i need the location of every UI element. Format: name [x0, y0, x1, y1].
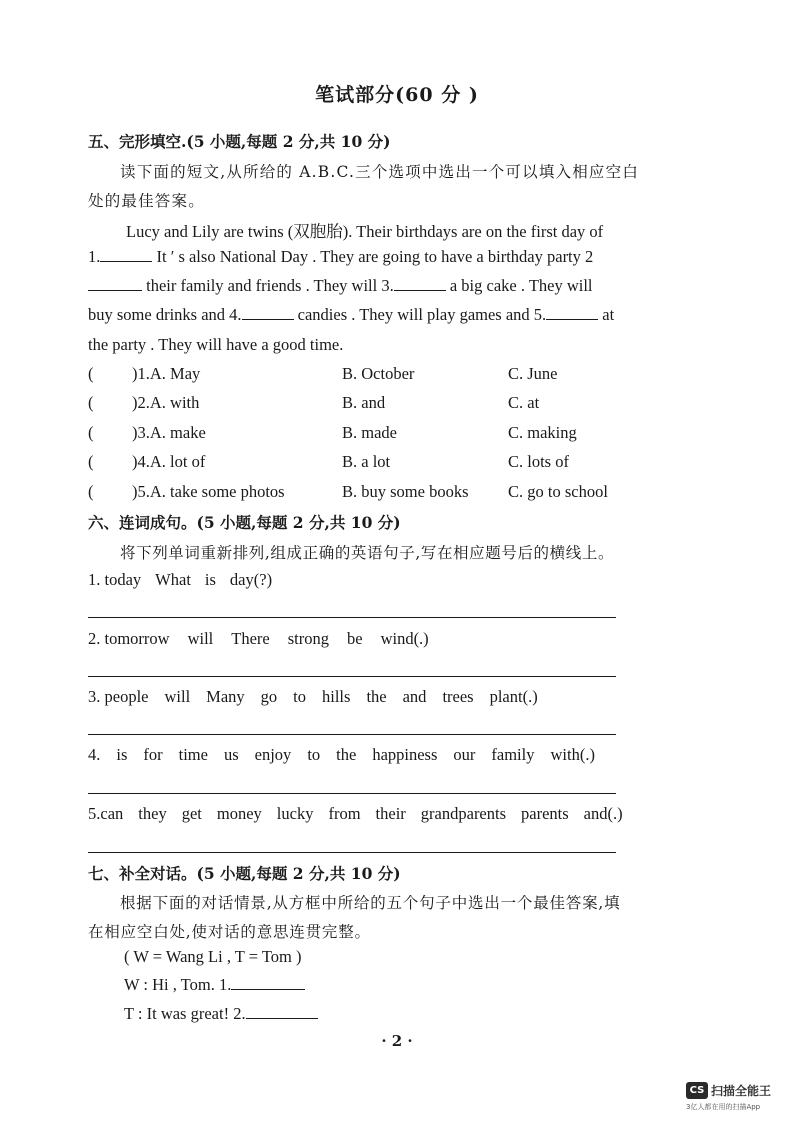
passage-line-4 [88, 305, 614, 325]
blank-4[interactable] [242, 305, 294, 320]
dialogue-text: W : Hi , Tom. 1. [124, 975, 232, 994]
dialogue-blank-1[interactable] [231, 975, 305, 990]
option-c: C. June [508, 364, 558, 383]
answer-paren[interactable]: ( [88, 393, 94, 412]
answer-paren[interactable]: ( [88, 482, 94, 501]
word: There [231, 629, 270, 648]
word: lucky [276, 804, 314, 823]
word: 3. people [88, 687, 149, 706]
word: 2. tomorrow [88, 629, 170, 648]
passage-text: 1. [88, 247, 101, 266]
word: money [216, 804, 262, 823]
reorder-item-4 [88, 745, 595, 765]
word: their [375, 804, 406, 823]
answer-paren[interactable]: ( [88, 452, 94, 471]
answer-line-3[interactable] [88, 734, 616, 735]
word: wind(.) [380, 629, 429, 648]
word: is [116, 745, 128, 764]
reorder-item-2 [88, 629, 429, 649]
word: 5.can [88, 804, 124, 823]
option-b: B. and [342, 393, 386, 412]
blank-3[interactable] [394, 276, 446, 291]
word: strong [287, 629, 329, 648]
word: time [178, 745, 208, 764]
dialogue-blank-2[interactable] [246, 1004, 318, 1019]
word: What [155, 570, 191, 589]
word: Many [206, 687, 245, 706]
word: plant(.) [489, 687, 538, 706]
word: with(.) [550, 745, 595, 764]
word: 4. [88, 745, 101, 764]
option-b: B. made [342, 423, 397, 442]
answer-line-5[interactable] [88, 852, 616, 853]
passage-text: at [598, 305, 615, 324]
word: enjoy [254, 745, 292, 764]
answer-line-1[interactable] [88, 617, 616, 618]
option-b: B. a lot [342, 452, 391, 471]
passage-line-1: Lucy and Lily are twins (双胞胎). Their birthdays are on the first day of [126, 222, 604, 241]
passage-text: candies . They will play games and 5. [293, 305, 547, 324]
option-c: C. at [508, 393, 540, 412]
section5-heading: 五、完形填空.(5 小题,每题 2 分,共 10 分) [88, 132, 391, 151]
word: the [336, 745, 357, 764]
word: parents [521, 804, 569, 823]
word: hills [322, 687, 351, 706]
scanner-name: 扫描全能王 [711, 1084, 772, 1098]
passage-text: It ′ s also National Day . They are going to have a birthday party 2 [152, 247, 594, 266]
scanner-tagline: 3亿人都在用的扫描App [686, 1103, 761, 1111]
word: 1. today [88, 570, 142, 589]
blank-1[interactable] [100, 247, 152, 262]
section7-instruction-1: 根据下面的对话情景,从方框中所给的五个句子中选出一个最佳答案,填 [120, 894, 621, 912]
reorder-item-5 [88, 804, 623, 824]
scanner-logo [686, 1080, 771, 1099]
word: for [143, 745, 163, 764]
option-b: B. October [342, 364, 415, 383]
word: our [453, 745, 476, 764]
dialogue-text: T : It was great! 2. [124, 1004, 246, 1023]
word: go [260, 687, 278, 706]
option-c: C. making [508, 423, 577, 442]
word: and(.) [583, 804, 623, 823]
answer-line-2[interactable] [88, 676, 616, 677]
section7-heading: 七、补全对话。(5 小题,每题 2 分,共 10 分) [88, 864, 401, 883]
section5-instruction-1: 读下面的短文,从所给的 A.B.C.三个选项中选出一个可以填入相应空白 [120, 163, 640, 181]
passage-line-2 [88, 247, 593, 267]
option-a: )3.A. make [132, 423, 206, 442]
word: get [181, 804, 202, 823]
word: happiness [372, 745, 438, 764]
dialogue-roles: ( W = Wang Li , T = Tom ) [124, 947, 302, 966]
word: they [138, 804, 167, 823]
word: will [187, 629, 214, 648]
option-c: C. go to school [508, 482, 608, 501]
page-title: 笔试部分(60 分 ) [315, 84, 479, 106]
answer-paren[interactable]: ( [88, 364, 94, 383]
word: and [402, 687, 427, 706]
section6-heading: 六、连词成句。(5 小题,每题 2 分,共 10 分) [88, 513, 401, 532]
word: trees [442, 687, 474, 706]
answer-paren[interactable]: ( [88, 423, 94, 442]
passage-text: their family and friends . They will 3. [142, 276, 394, 295]
dialogue-line-2 [124, 1004, 318, 1024]
dialogue-line-1 [124, 975, 305, 995]
passage-text: buy some drinks and 4. [88, 305, 242, 324]
page-number: · 2 · [381, 1032, 413, 1050]
option-a: )1.A. May [132, 364, 201, 383]
passage-line-5: the party . They will have a good time. [88, 335, 344, 354]
option-b: B. buy some books [342, 482, 469, 501]
word: to [293, 687, 306, 706]
word: will [164, 687, 191, 706]
option-a: )5.A. take some photos [132, 482, 285, 501]
blank-2[interactable] [88, 276, 142, 291]
passage-text: a big cake . They will [445, 276, 593, 295]
section7-instruction-2: 在相应空白处,使对话的意思连贯完整。 [88, 923, 371, 941]
blank-5[interactable] [546, 305, 598, 320]
word: family [491, 745, 535, 764]
reorder-item-3 [88, 687, 538, 707]
word: be [346, 629, 363, 648]
option-a: )2.A. with [132, 393, 200, 412]
option-c: C. lots of [508, 452, 569, 471]
word: the [366, 687, 387, 706]
cs-logo-icon: CS [686, 1082, 708, 1099]
section5-instruction-2: 处的最佳答案。 [88, 192, 205, 210]
word: to [307, 745, 321, 764]
option-a: )4.A. lot of [132, 452, 206, 471]
word: day(?) [229, 570, 273, 589]
word: grandparents [420, 804, 507, 823]
reorder-item-1 [88, 570, 272, 590]
word: us [223, 745, 239, 764]
passage-line-3 [88, 276, 593, 296]
word: from [328, 804, 361, 823]
word: is [204, 570, 216, 589]
section6-instruction: 将下列单词重新排列,组成正确的英语句子,写在相应题号后的横线上。 [120, 544, 615, 562]
answer-line-4[interactable] [88, 793, 616, 794]
